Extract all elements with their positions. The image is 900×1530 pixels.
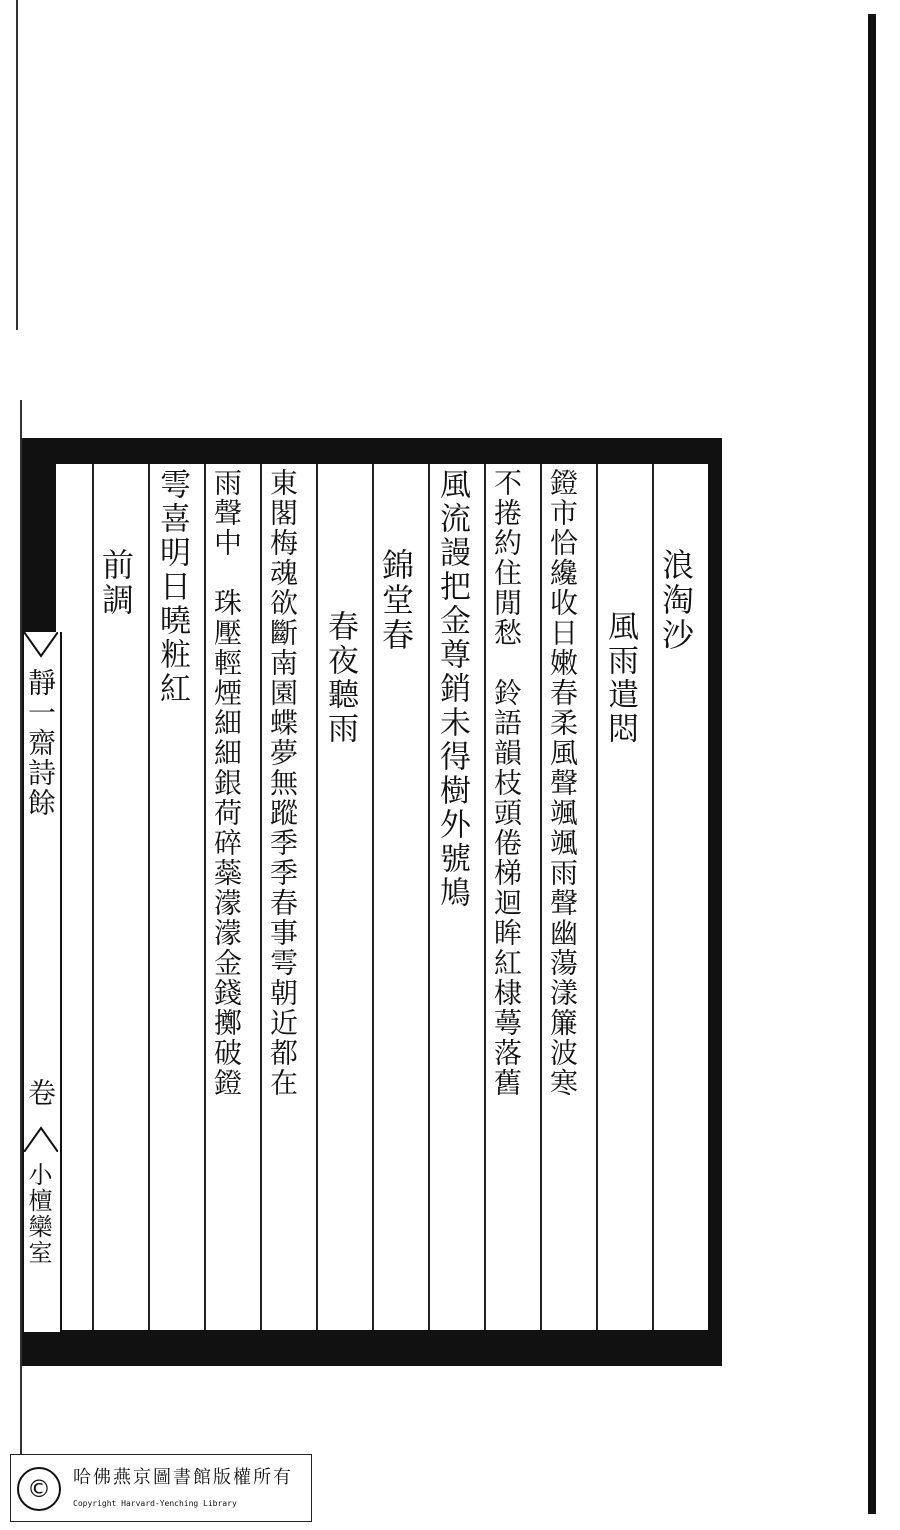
verse-line: 風流謾把金尊銷未得樹外號鳩: [434, 468, 470, 910]
column-rule: [540, 464, 542, 1330]
column-rule: [316, 464, 318, 1330]
poem-title-qiandiao: 前調: [97, 548, 135, 618]
poem-subtitle: 風雨遣悶: [602, 610, 638, 746]
right-edge-bar: [868, 14, 876, 1514]
fish-tail-top-icon: [24, 632, 58, 672]
column-rule: [652, 464, 654, 1330]
verse-line: 雩喜明日曉粧紅: [154, 468, 190, 706]
column-rule: [260, 464, 262, 1330]
column-rule: [372, 464, 374, 1330]
fish-tail-bottom-icon: [24, 1112, 58, 1152]
poem-title-langtaosha: 浪淘沙: [657, 548, 695, 653]
column-rule: [484, 464, 486, 1330]
copyright-title: 哈佛燕京圖書館版權所有: [73, 1467, 293, 1488]
verse-line: 雨聲中 珠壓輕煙細細銀荷碎蘂濛濛金錢擲破鐙: [210, 468, 243, 1098]
verse-line: 不捲約住閒愁 鈴語韻枝頭倦梯迴眸紅棣蕚落舊: [490, 468, 523, 1098]
page-edge-line-top: [16, 0, 18, 330]
copyright-icon: ©: [17, 1467, 61, 1511]
verse-line: 東閣梅魂欲斷南園蝶夢無蹤季季春事雩朝近都在: [266, 468, 299, 1098]
column-rule: [428, 464, 430, 1330]
column-rule: [204, 464, 206, 1330]
poem-title-jintangchun: 錦堂春: [377, 548, 415, 653]
copyright-subtitle: Copyright Harvard-Yenching Library: [73, 1499, 237, 1508]
margin-studio-name: 小檀欒室: [24, 1162, 52, 1266]
column-rule: [92, 464, 94, 1330]
center-margin-strip: [22, 632, 62, 1332]
verse-line: 鐙市恰纔收日嫩春柔風聲颯颯雨聲幽蕩漾簾波寒: [546, 468, 579, 1098]
printed-text-block: [22, 438, 722, 1366]
column-rule: [148, 464, 150, 1330]
margin-juan: 卷: [24, 1078, 57, 1108]
copyright-stamp: [10, 1454, 312, 1522]
text-frame: [56, 464, 708, 1330]
column-rule: [596, 464, 598, 1330]
poem-subtitle: 春夜聽雨: [322, 610, 358, 746]
margin-book-title: 靜一齋詩餘: [24, 668, 57, 818]
